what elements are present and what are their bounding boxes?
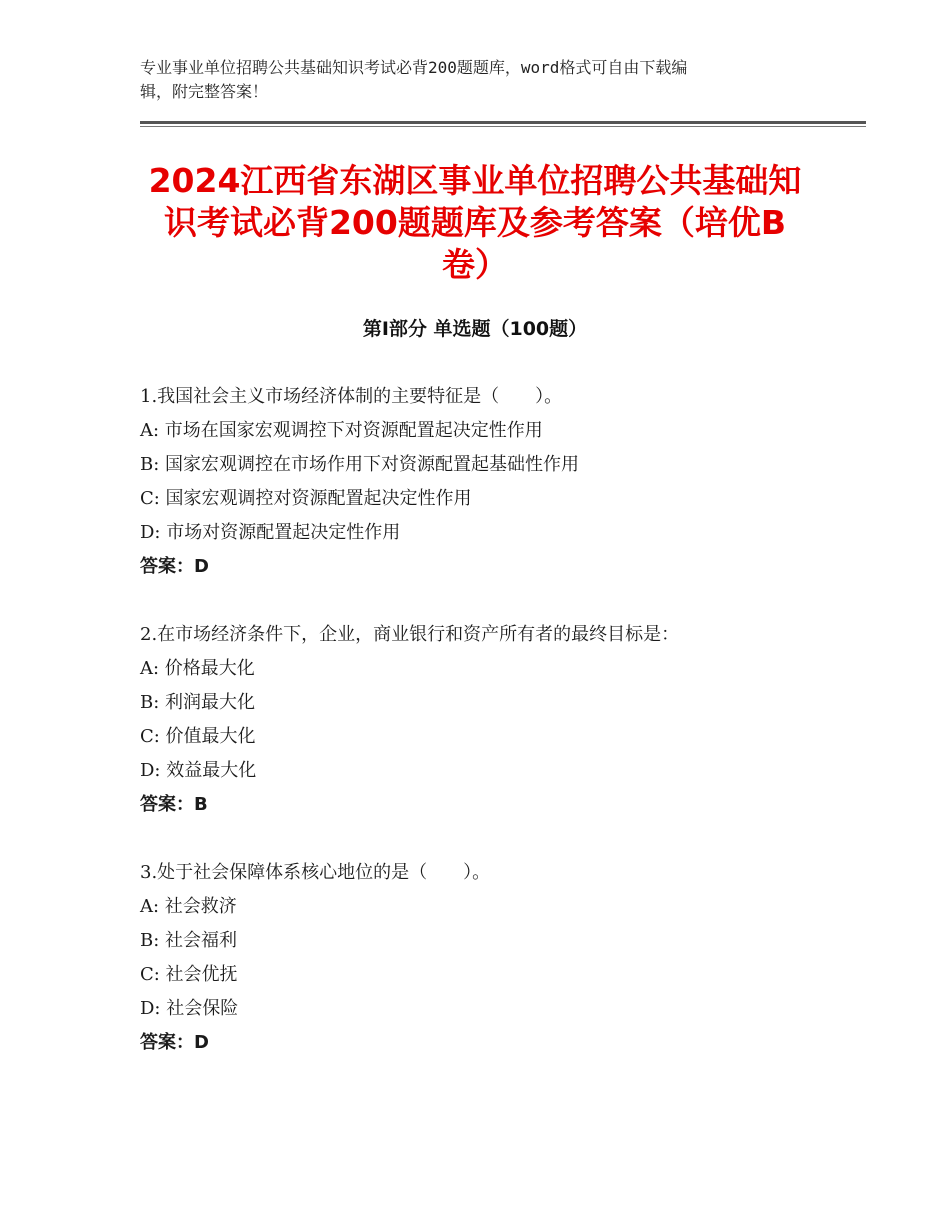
header-divider-thick [140,121,866,124]
option-b: B: 社会福利 [140,930,238,951]
option-d: D: 社会保险 [140,998,239,1019]
question-1 [140,380,860,584]
option-a: A: 价格最大化 [140,658,255,679]
question-stem: 1.我国社会主义市场经济体制的主要特征是（ ）。 [140,386,563,407]
option-c: C: 国家宏观调控对资源配置起决定性作用 [140,488,472,509]
document-title-line-1: 2024江西省东湖区事业单位招聘公共基础知 [148,161,802,200]
option-d: D: 效益最大化 [140,760,257,781]
document-title [120,160,830,286]
header-note [140,56,800,104]
option-b: B: 国家宏观调控在市场作用下对资源配置起基础性作用 [140,454,580,475]
option-d: D: 市场对资源配置起决定性作用 [140,522,401,543]
header-note-line-2: 辑，附完整答案！ [140,82,269,101]
answer: 答案：B [140,794,208,815]
question-stem: 3.处于社会保障体系核心地位的是（ ）。 [140,862,491,883]
question-stem: 2.在市场经济条件下，企业，商业银行和资产所有者的最终目标是： [140,624,680,645]
option-b: B: 利润最大化 [140,692,256,713]
section-heading: 第Ⅰ部分 单选题（100题） [362,318,588,340]
header-divider-thin [140,126,866,127]
header-note-line-1: 专业事业单位招聘公共基础知识考试必背200题题库，word格式可自由下载编 [140,58,688,77]
option-c: C: 社会优抚 [140,964,238,985]
option-a: A: 社会救济 [140,896,237,917]
answer: 答案：D [140,556,209,577]
question-list [140,380,860,1094]
document-title-line-2: 识考试必背200题题库及参考答案（培优B [163,203,787,242]
answer: 答案：D [140,1032,209,1053]
question-3 [140,856,860,1060]
question-2 [140,618,860,822]
option-a: A: 市场在国家宏观调控下对资源配置起决定性作用 [140,420,543,441]
document-title-line-3: 卷） [442,245,508,284]
option-c: C: 价值最大化 [140,726,256,747]
